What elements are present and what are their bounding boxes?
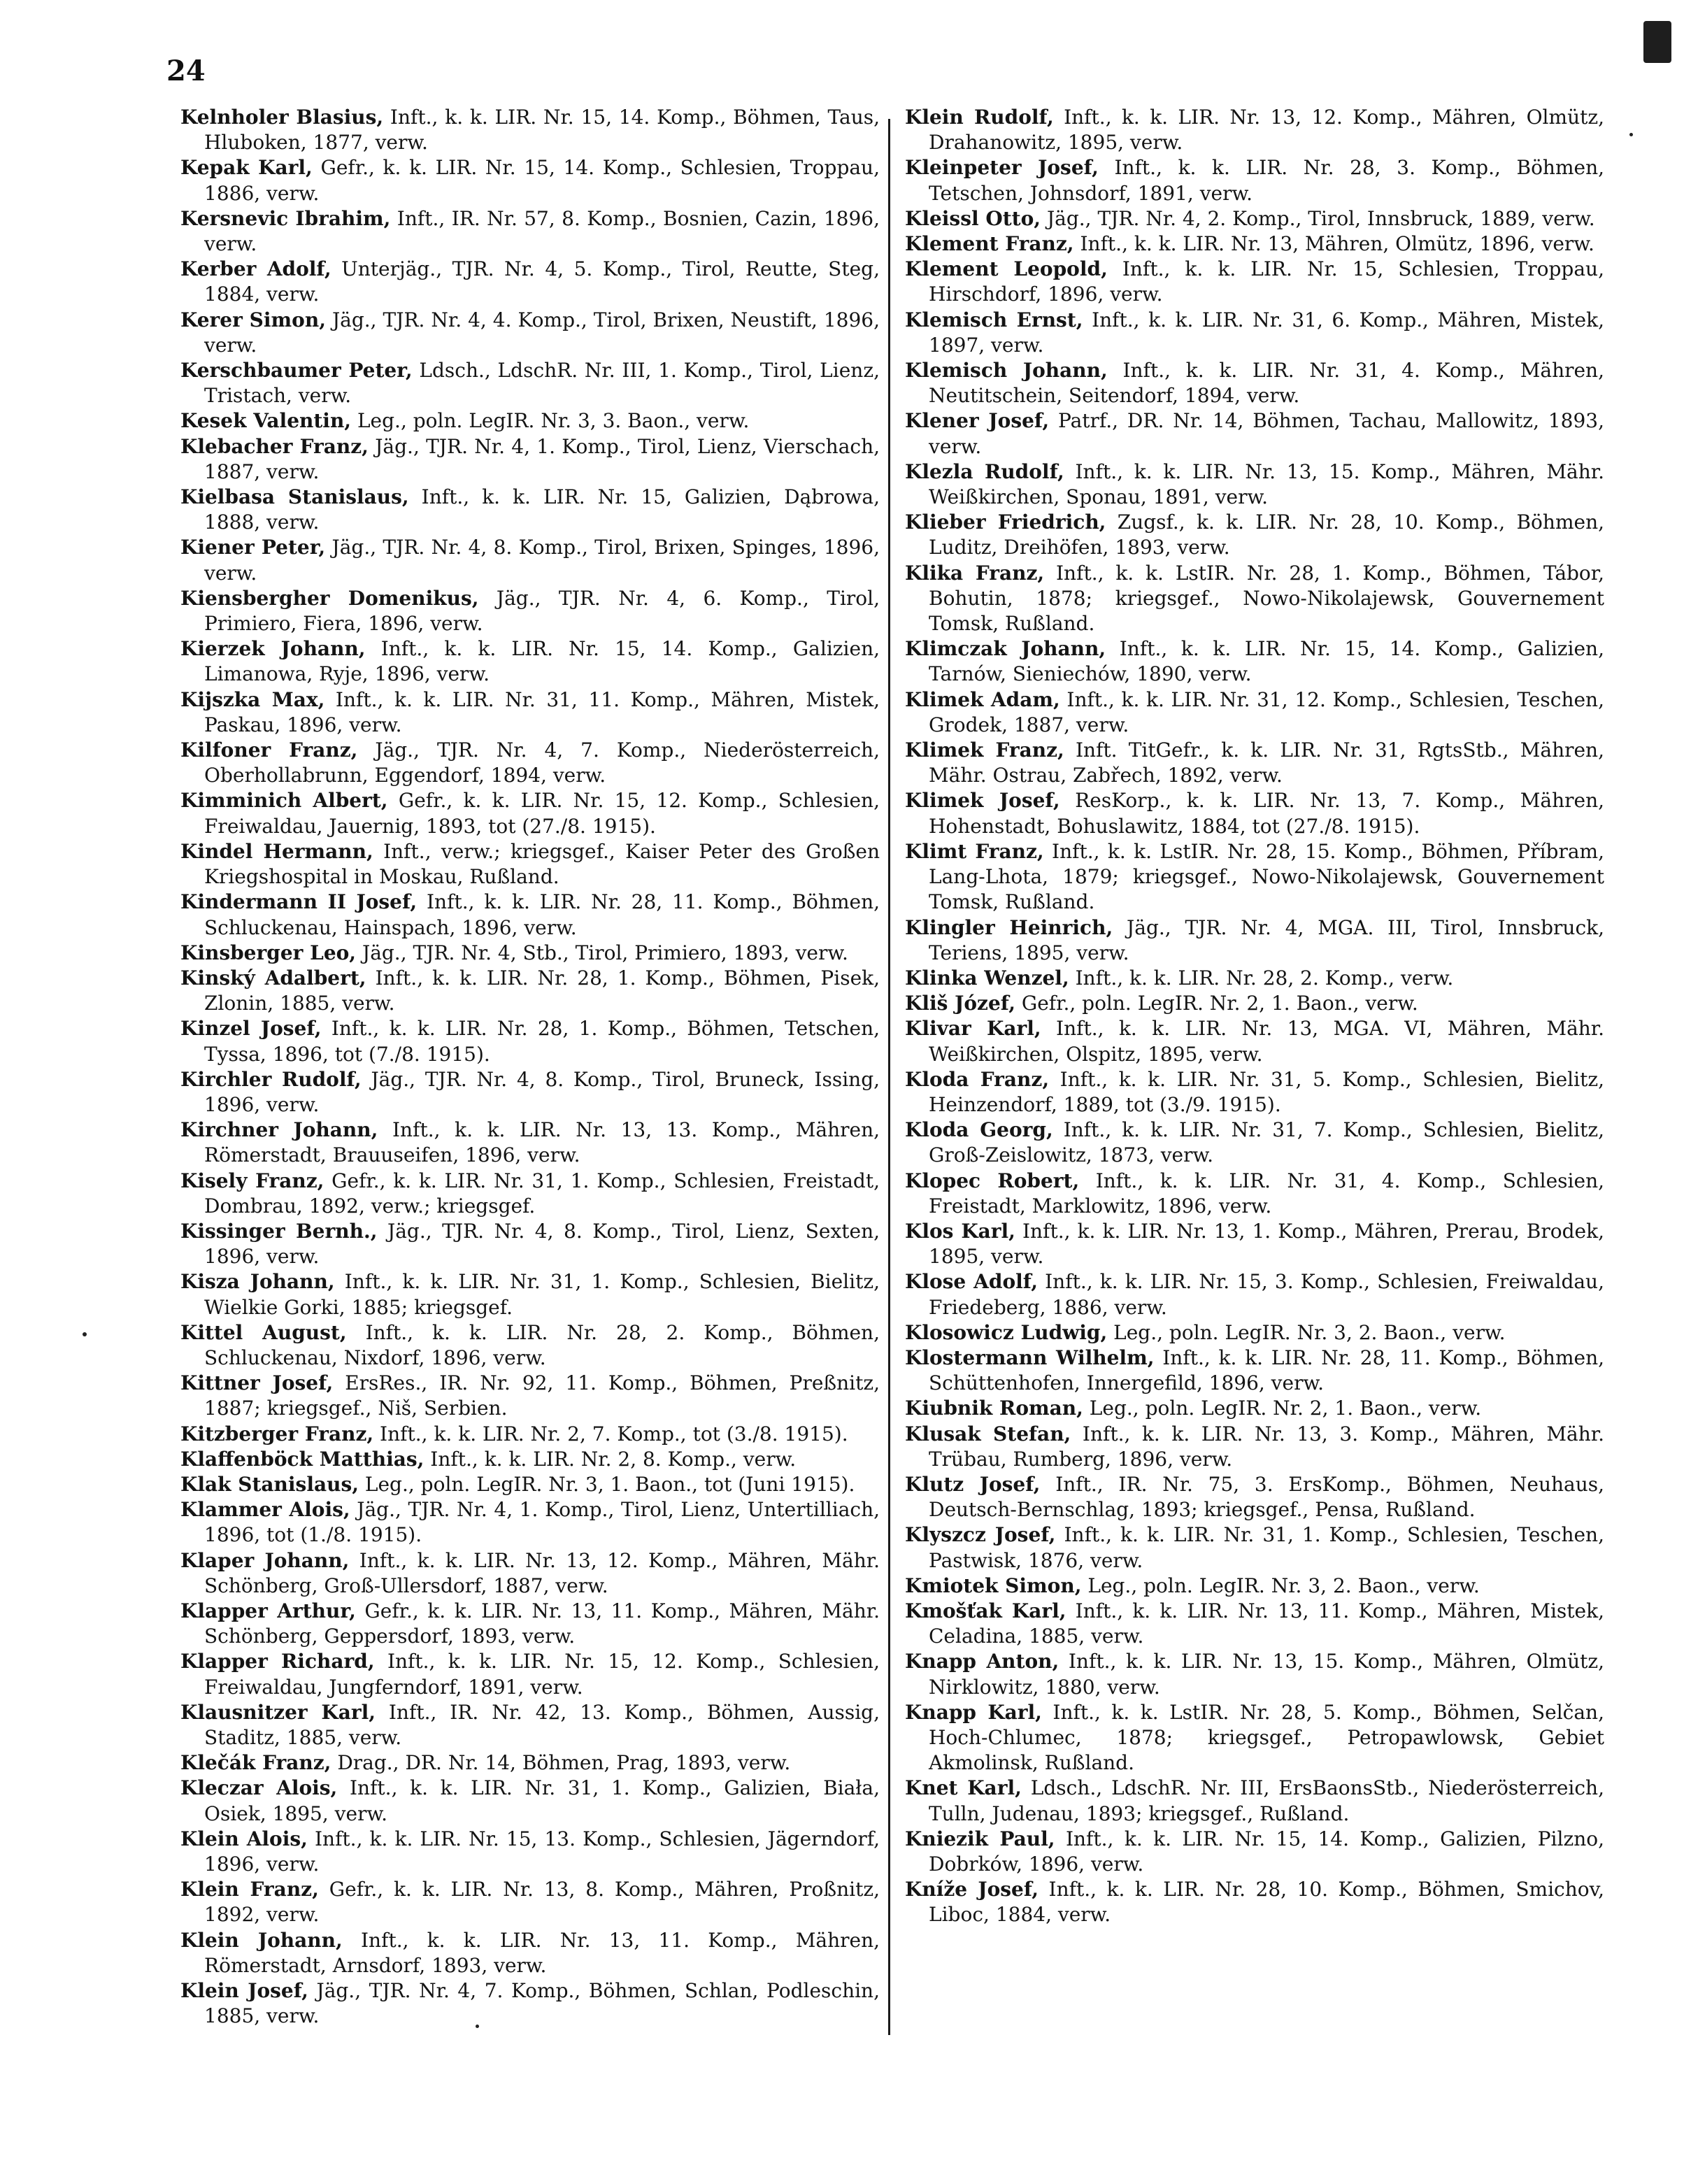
register-entry: [905, 1396, 1604, 1421]
entry-name: Kielbasa Stanislaus,: [180, 485, 409, 509]
register-entry: [180, 738, 880, 788]
entry-name: Klivar Karl,: [905, 1017, 1041, 1041]
entry-details: Gefr., k. k. LIR. Nr. 15, 12. Komp., Schlesien, Freiwaldau, Jauernig, 1893, tot (27./8. 1915).: [204, 789, 880, 838]
entry-name: Klopec Robert,: [905, 1169, 1080, 1192]
entry-name: Kmiotek Simon,: [905, 1573, 1082, 1597]
entry-details: ErsRes., IR. Nr. 92, 11. Komp., Böhmen, Preßnitz, 1887; kriegsgef., Niš, Serbien.: [204, 1371, 880, 1420]
entry-name: Kepak Karl,: [180, 156, 313, 180]
register-entry: [180, 1497, 880, 1548]
entry-details: Drag., DR. Nr. 14, Böhmen, Prag, 1893, verw.: [337, 1751, 791, 1775]
entry-name: Kisza Johann,: [180, 1270, 335, 1294]
register-entry: [905, 105, 1604, 155]
register-entry: [905, 358, 1604, 408]
entry-name: Kiubnik Roman,: [905, 1397, 1083, 1420]
entry-name: Klein Rudolf,: [905, 106, 1054, 129]
entry-name: Kittel August,: [180, 1320, 347, 1344]
entry-details: Inft., k. k. LIR. Nr. 28, 2. Komp., verw.: [1075, 966, 1454, 990]
register-entry: [180, 1422, 880, 1447]
entry-name: Klinka Wenzel,: [905, 966, 1069, 990]
register-entry: [180, 1067, 880, 1118]
entry-name: Klimek Adam,: [905, 687, 1060, 711]
entry-details: Inft., k. k. LIR. Nr. 31, 5. Komp., Schlesien, Bielitz, Heinzendorf, 1889, tot (3./9. 1915).: [929, 1067, 1605, 1116]
register-entry: [180, 1371, 880, 1421]
register-entry: [905, 1776, 1604, 1826]
entry-name: Kníže Josef,: [905, 1878, 1039, 1901]
entry-name: Kisely Franz,: [180, 1169, 324, 1192]
entry-name: Kilfoner Franz,: [180, 738, 358, 762]
register-entry: [180, 636, 880, 687]
entry-name: Kirchler Rudolf,: [180, 1067, 362, 1091]
entry-name: Kindel Hermann,: [180, 839, 373, 863]
entry-details: Gefr., k. k. LIR. Nr. 13, 8. Komp., Mähren, Proßnitz, 1892, verw.: [204, 1878, 880, 1927]
entry-name: Kloda Georg,: [905, 1118, 1053, 1142]
entry-name: Klimek Franz,: [905, 738, 1064, 762]
register-entry: [905, 1016, 1604, 1066]
entry-details: Inft., k. k. LIR. Nr. 28, 11. Komp., Böhmen, Schluckenau, Hainspach, 1896, verw.: [204, 890, 880, 939]
entry-details: Inft., k. k. LIR. Nr. 28, 3. Komp., Böhmen, Tetschen, Johnsdorf, 1891, verw.: [929, 156, 1605, 205]
entry-name: Klimek Josef,: [905, 789, 1060, 813]
entry-details: Inft., k. k. LIR. Nr. 15, 14. Komp., Galizien, Limanowa, Ryje, 1896, verw.: [204, 637, 880, 686]
entry-details: ResKorp., k. k. LIR. Nr. 13, 7. Komp., Mähren, Hohenstadt, Bohuslawitz, 1884, tot (27./8. 1915).: [929, 789, 1605, 838]
register-entry: [905, 1118, 1604, 1168]
register-entry: [905, 1573, 1604, 1599]
entry-details: Inft., k. k. LIR. Nr. 15, 14. Komp., Galizien, Pilzno, Dobrków, 1896, verw.: [929, 1827, 1604, 1876]
entry-details: Inft., k. k. LIR. Nr. 31, 12. Komp., Schlesien, Teschen, Grodek, 1887, verw.: [929, 687, 1604, 736]
entry-details: Leg., poln. LegIR. Nr. 3, 1. Baon., tot (Juni 1915).: [364, 1472, 855, 1496]
entry-details: Inft., k. k. LIR. Nr. 13, 15. Komp., Mähren, Olmütz, Nirklowitz, 1880, verw.: [929, 1650, 1605, 1699]
register-entry: [905, 1422, 1604, 1472]
entry-name: Klapper Richard,: [180, 1650, 375, 1673]
register-entry: [905, 1067, 1604, 1118]
entry-details: Inft., k. k. LIR. Nr. 28, 11. Komp., Böhmen, Schüttenhofen, Innergefild, 1896, verw.: [929, 1346, 1605, 1395]
entry-details: Leg., poln. LegIR. Nr. 3, 2. Baon., verw.: [1087, 1573, 1480, 1597]
entry-details: Ldsch., LdschR. Nr. III, ErsBaonsStb., Niederösterreich, Tulln, Judenau, 1893; kriegsgef., Rußland.: [929, 1776, 1604, 1825]
entry-details: Jäg., TJR. Nr. 4, 4. Komp., Tirol, Brixen, Neustift, 1896, verw.: [204, 308, 880, 357]
entry-name: Kiener Peter,: [180, 536, 326, 559]
register-entry: [180, 257, 880, 307]
entry-name: Kleinpeter Josef,: [905, 156, 1099, 180]
entry-name: Klostermann Wilhelm,: [905, 1346, 1155, 1369]
entry-name: Kimminich Albert,: [180, 789, 388, 813]
entry-name: Klammer Alois,: [180, 1498, 350, 1522]
entry-name: Klein Franz,: [180, 1878, 319, 1901]
entry-name: Knet Karl,: [905, 1776, 1022, 1800]
register-entry: [905, 1346, 1604, 1396]
entry-details: Inft., k. k. LIR. Nr. 2, 8. Komp., verw.: [430, 1447, 797, 1471]
entry-details: Inft., k. k. LIR. Nr. 31, 6. Komp., Mähren, Mistek, 1897, verw.: [929, 308, 1604, 357]
entry-name: Klein Johann,: [180, 1928, 343, 1952]
entry-name: Kmošťak Karl,: [905, 1599, 1066, 1622]
register-entry: [180, 890, 880, 940]
entry-details: Inft., k. k. LIR. Nr. 28, 1. Komp., Böhmen, Tetschen, Tyssa, 1896, tot (7./8. 1915).: [204, 1017, 880, 1066]
entry-name: Klika Franz,: [905, 561, 1045, 585]
entry-name: Kittner Josef,: [180, 1371, 334, 1395]
entry-name: Klaffenböck Matthias,: [180, 1447, 424, 1471]
register-entry: [905, 206, 1604, 231]
entry-details: Inft., k. k. LstIR. Nr. 28, 5. Komp., Böhmen, Selčan, Hoch-Chlumec, 1878; kriegsgef., Petropawlowsk, Gebiet Akmolinsk, Rußland.: [929, 1700, 1604, 1775]
entry-name: Knapp Karl,: [905, 1700, 1042, 1724]
entry-name: Klos Karl,: [905, 1219, 1015, 1243]
entry-details: Inft., k. k. LIR. Nr. 15, Galizien, Dąbrowa, 1888, verw.: [204, 485, 880, 534]
entry-name: Kitzberger Franz,: [180, 1422, 374, 1446]
entry-details: Inft., k. k. LIR. Nr. 13, 12. Komp., Mähren, Mähr. Schönberg, Groß-Ullersdorf, 1887, verw.: [204, 1548, 880, 1597]
entry-name: Klimt Franz,: [905, 839, 1044, 863]
entry-name: Klutz Josef,: [905, 1472, 1041, 1496]
entry-name: Kinzel Josef,: [180, 1017, 322, 1041]
register-entry: [180, 941, 880, 966]
entry-name: Kijszka Max,: [180, 687, 325, 711]
register-entry: [905, 966, 1604, 991]
entry-details: Unterjäg., TJR. Nr. 4, 5. Komp., Tirol, Reutte, Steg, 1884, verw.: [204, 257, 880, 306]
register-entry: [905, 687, 1604, 738]
entry-name: Klener Josef,: [905, 409, 1050, 433]
entry-details: Jäg., TJR. Nr. 4, 8. Komp., Tirol, Brixen, Spinges, 1896, verw.: [204, 536, 880, 585]
register-entry: [905, 510, 1604, 560]
register-entry: [180, 966, 880, 1016]
register-entry: [180, 408, 880, 434]
register-entry: [180, 1827, 880, 1877]
register-entry: [180, 1269, 880, 1320]
entry-name: Klieber Friedrich,: [905, 511, 1106, 534]
register-entry: [180, 1877, 880, 1927]
entry-name: Klimczak Johann,: [905, 637, 1106, 661]
entry-details: Leg., poln. LegIR. Nr. 3, 3. Baon., verw.: [357, 409, 750, 433]
register-entry: [905, 155, 1604, 206]
entry-name: Kloda Franz,: [905, 1067, 1050, 1091]
entry-details: Inft., k. k. LIR. Nr. 13, 15. Komp., Mähren, Mähr. Weißkirchen, Sponau, 1891, verw.: [929, 459, 1604, 509]
entry-details: Inft., k. k. LIR. Nr. 31, 4. Komp., Mähren, Neutitschein, Seitendorf, 1894, verw.: [929, 359, 1604, 408]
entry-details: Inft., k. k. LIR. Nr. 2, 7. Komp., tot (3./8. 1915).: [380, 1422, 848, 1446]
entry-name: Kersnevic Ibrahim,: [180, 206, 391, 230]
register-entry: [180, 1978, 880, 2029]
register-entry: [180, 155, 880, 206]
entry-name: Klosowicz Ludwig,: [905, 1320, 1108, 1344]
entry-name: Kerschbaumer Peter,: [180, 359, 413, 383]
register-entry: [905, 1320, 1604, 1346]
entry-name: Kesek Valentin,: [180, 409, 352, 433]
entry-details: Inft., k. k. LIR. Nr. 31, 1. Komp., Schlesien, Bielitz, Wielkie Gorki, 1885; kriegsgef.: [204, 1270, 880, 1319]
entry-name: Kinský Adalbert,: [180, 966, 366, 990]
register-entry: [180, 1472, 880, 1497]
entry-name: Kirchner Johann,: [180, 1118, 378, 1142]
print-speck: [476, 2025, 479, 2028]
entry-name: Kissinger Bernh.,: [180, 1219, 378, 1243]
entry-name: Klement Franz,: [905, 232, 1074, 256]
entry-details: Jäg., TJR. Nr. 4, MGA. III, Tirol, Innsbruck, Teriens, 1895, verw.: [929, 915, 1604, 964]
print-speck: [1643, 21, 1671, 63]
register-entry: [905, 1827, 1604, 1877]
entry-details: Inft., k. k. LIR. Nr. 31, 1. Komp., Galizien, Biała, Osiek, 1895, verw.: [204, 1776, 880, 1825]
register-entry: [905, 1700, 1604, 1776]
entry-details: Inft., verw.; kriegsgef., Kaiser Peter des Großen Kriegshospital in Moskau, Rußland.: [204, 839, 880, 889]
entry-details: Inft., k. k. LIR. Nr. 15, Schlesien, Troppau, Hirschdorf, 1896, verw.: [929, 257, 1604, 306]
register-entry: [905, 991, 1604, 1016]
entry-details: Jäg., TJR. Nr. 4, 1. Komp., Tirol, Lienz, Untertilliach, 1896, tot (1./8. 1915).: [204, 1498, 880, 1547]
register-entry: [180, 1548, 880, 1599]
entry-name: Klement Leopold,: [905, 257, 1108, 281]
entry-details: Jäg., TJR. Nr. 4, 7. Komp., Niederösterreich, Oberhollabrunn, Eggendorf, 1894, verw.: [204, 738, 880, 787]
entry-details: Leg., poln. LegIR. Nr. 3, 2. Baon., verw.: [1113, 1320, 1506, 1344]
register-entry: [180, 308, 880, 358]
entry-details: Jäg., TJR. Nr. 4, 2. Komp., Tirol, Innsbruck, 1889, verw.: [1046, 206, 1595, 230]
register-entry: [180, 1169, 880, 1219]
entry-name: Klein Alois,: [180, 1827, 308, 1850]
register-entry: [180, 1447, 880, 1472]
register-entry: [180, 535, 880, 585]
entry-details: Gefr., k. k. LIR. Nr. 31, 1. Komp., Schlesien, Freistadt, Dombrau, 1892, verw.; kriegsgef.: [204, 1169, 880, 1218]
register-entry: [180, 1118, 880, 1168]
register-entry: [905, 1877, 1604, 1927]
register-entry: [180, 1776, 880, 1826]
entry-name: Kinsberger Leo,: [180, 941, 357, 964]
register-entry: [180, 1928, 880, 1978]
entry-name: Klezla Rudolf,: [905, 459, 1064, 483]
register-entry: [905, 1269, 1604, 1320]
register-entry: [905, 308, 1604, 358]
register-entry: [180, 1649, 880, 1699]
entry-name: Klose Adolf,: [905, 1270, 1038, 1294]
entry-details: Jäg., TJR. Nr. 4, 1. Komp., Tirol, Lienz, Vierschach, 1887, verw.: [204, 434, 880, 483]
register-entry: [905, 231, 1604, 257]
register-entry: [180, 434, 880, 485]
entry-details: Inft., k. k. LIR. Nr. 13, 13. Komp., Mähren, Römerstadt, Brauuseifen, 1896, verw.: [204, 1118, 880, 1167]
entry-name: Kniezik Paul,: [905, 1827, 1055, 1850]
entry-details: Patrf., DR. Nr. 14, Böhmen, Tachau, Mallowitz, 1893, verw.: [929, 409, 1604, 458]
entry-details: Inft., k. k. LIR. Nr. 31, 7. Komp., Schlesien, Bielitz, Groß-Zeislowitz, 1873, verw.: [929, 1118, 1604, 1167]
entry-details: Gefr., k. k. LIR. Nr. 15, 14. Komp., Schlesien, Troppau, 1886, verw.: [204, 156, 880, 205]
entry-name: Kerber Adolf,: [180, 257, 331, 281]
entry-details: Inft., k. k. LIR. Nr. 13, 11. Komp., Mähren, Mistek, Celadina, 1885, verw.: [929, 1599, 1604, 1648]
entry-details: Inft., k. k. LstIR. Nr. 28, 1. Komp., Böhmen, Tábor, Bohutin, 1878; kriegsgef., Nowo-Nikolajewsk, Gouvernement Tomsk, Rußland.: [929, 561, 1604, 636]
register-entry: [905, 636, 1604, 687]
register-entry: [180, 1750, 880, 1776]
print-speck: [1629, 133, 1633, 136]
entry-name: Klingler Heinrich,: [905, 915, 1113, 939]
entry-name: Kliš Józef,: [905, 992, 1015, 1015]
register-entry: [905, 1169, 1604, 1219]
entry-name: Klyszcz Josef,: [905, 1523, 1056, 1547]
entry-name: Klein Josef,: [180, 1979, 308, 2003]
entry-details: Inft., IR. Nr. 57, 8. Komp., Bosnien, Cazin, 1896, verw.: [204, 206, 880, 256]
entry-details: Inft., k. k. LIR. Nr. 15, 14. Komp., Galizien, Tarnów, Sieniechów, 1890, verw.: [929, 637, 1604, 686]
entry-details: Jäg., TJR. Nr. 4, Stb., Tirol, Primiero, 1893, verw.: [362, 941, 848, 964]
left-column: [180, 105, 880, 2029]
register-entry: [905, 1522, 1604, 1573]
entry-details: Inft., k. k. LIR. Nr. 31, 11. Komp., Mähren, Mistek, Paskau, 1896, verw.: [204, 687, 880, 736]
entry-details: Inft., k. k. LIR. Nr. 13, Mähren, Olmütz, 1896, verw.: [1080, 232, 1594, 256]
entry-details: Zugsf., k. k. LIR. Nr. 28, 10. Komp., Böhmen, Luditz, Dreihöfen, 1893, verw.: [929, 511, 1605, 559]
entry-details: Jäg., TJR. Nr. 4, 8. Komp., Tirol, Bruneck, Issing, 1896, verw.: [204, 1067, 880, 1116]
register-entry: [905, 915, 1604, 966]
entry-details: Inft., k. k. LIR. Nr. 13, 3. Komp., Mähren, Mähr. Trübau, Rumberg, 1896, verw.: [929, 1422, 1604, 1471]
entry-name: Klausnitzer Karl,: [180, 1700, 376, 1724]
register-entry: [905, 1649, 1604, 1699]
register-entry: [180, 358, 880, 408]
entry-name: Kindermann II Josef,: [180, 890, 418, 914]
register-entry: [180, 105, 880, 155]
register-entry: [905, 839, 1604, 915]
entry-name: Kerer Simon,: [180, 308, 326, 331]
entry-name: Klapper Arthur,: [180, 1599, 356, 1622]
entry-details: Inft., k. k. LstIR. Nr. 28, 15. Komp., Böhmen, Příbram, Lang-Lhota, 1879; kriegsgef., Nowo-Nikolajewsk, Gouvernement Tomsk, Rußland.: [929, 839, 1604, 914]
register-entry: [180, 1700, 880, 1750]
entry-details: Inft., k. k. LIR. Nr. 31, 1. Komp., Schlesien, Teschen, Pastwisk, 1876, verw.: [929, 1523, 1604, 1572]
entry-name: Kelnholer Blasius,: [180, 106, 384, 129]
register-entry: [905, 257, 1604, 307]
entry-details: Leg., poln. LegIR. Nr. 2, 1. Baon., verw.: [1089, 1397, 1482, 1420]
entry-name: Klečák Franz,: [180, 1751, 331, 1775]
register-entry: [180, 687, 880, 738]
register-entry: [180, 206, 880, 257]
entry-details: Inft. TitGefr., k. k. LIR. Nr. 31, RgtsStb., Mähren, Mähr. Ostrau, Zabřech, 1892, verw.: [929, 738, 1604, 787]
entry-details: Gefr., poln. LegIR. Nr. 2, 1. Baon., verw.: [1021, 992, 1418, 1015]
entry-name: Klemisch Ernst,: [905, 308, 1083, 331]
entry-details: Inft., k. k. LIR. Nr. 13, 11. Komp., Mähren, Römerstadt, Arnsdorf, 1893, verw.: [204, 1928, 880, 1977]
entry-name: Klusak Stefan,: [905, 1422, 1071, 1446]
register-entry: [180, 485, 880, 535]
entry-details: Inft., k. k. LIR. Nr. 31, 4. Komp., Schlesien, Freistadt, Marklowitz, 1896, verw.: [929, 1169, 1605, 1218]
register-entry: [905, 1219, 1604, 1269]
column-divider: [888, 119, 890, 2035]
page-number: 24: [166, 55, 206, 87]
right-column: [905, 105, 1604, 1928]
entry-name: Klemisch Johann,: [905, 359, 1108, 383]
register-entry: [180, 586, 880, 636]
print-speck: [83, 1332, 87, 1336]
entry-details: Inft., k. k. LIR. Nr. 15, 3. Komp., Schlesien, Freiwaldau, Friedeberg, 1886, verw.: [929, 1270, 1604, 1319]
register-entry: [905, 1472, 1604, 1522]
register-entry: [905, 459, 1604, 510]
register-entry: [180, 1219, 880, 1269]
entry-name: Kierzek Johann,: [180, 637, 366, 661]
register-entry: [905, 561, 1604, 637]
entry-details: Gefr., k. k. LIR. Nr. 13, 11. Komp., Mähren, Mähr. Schönberg, Geppersdorf, 1893, verw.: [204, 1599, 880, 1648]
entry-details: Inft., IR. Nr. 42, 13. Komp., Böhmen, Aussig, Staditz, 1885, verw.: [204, 1700, 880, 1749]
entry-details: Jäg., TJR. Nr. 4, 8. Komp., Tirol, Lienz, Sexten, 1896, verw.: [204, 1219, 880, 1269]
entry-details: Inft., k. k. LIR. Nr. 28, 2. Komp., Böhmen, Schluckenau, Nixdorf, 1896, verw.: [204, 1320, 880, 1369]
entry-name: Kleissl Otto,: [905, 206, 1041, 230]
entry-name: Kleczar Alois,: [180, 1776, 338, 1800]
entry-name: Klebacher Franz,: [180, 434, 369, 458]
register-entry: [180, 788, 880, 838]
register-entry: [905, 1599, 1604, 1649]
entry-details: Inft., k. k. LIR. Nr. 28, 10. Komp., Böhmen, Smichov, Liboc, 1884, verw.: [929, 1878, 1604, 1927]
entry-details: Inft., k. k. LIR. Nr. 15, 13. Komp., Schlesien, Jägerndorf, 1896, verw.: [204, 1827, 880, 1876]
entry-name: Klak Stanislaus,: [180, 1472, 359, 1496]
register-entry: [905, 408, 1604, 459]
entry-details: Inft., k. k. LIR. Nr. 13, 12. Komp., Mähren, Olmütz, Drahanowitz, 1895, verw.: [929, 106, 1605, 155]
register-entry: [905, 788, 1604, 838]
register-entry: [180, 839, 880, 890]
entry-details: Inft., k. k. LIR. Nr. 15, 12. Komp., Schlesien, Freiwaldau, Jungferndorf, 1891, verw.: [204, 1650, 880, 1699]
entry-details: Inft., k. k. LIR. Nr. 13, MGA. VI, Mähren, Mähr. Weißkirchen, Olspitz, 1895, verw.: [929, 1017, 1604, 1066]
entry-name: Knapp Anton,: [905, 1650, 1059, 1673]
entry-details: Inft., IR. Nr. 75, 3. ErsKomp., Böhmen, Neuhaus, Deutsch-Bernschlag, 1893; kriegsgef., Pensa, Rußland.: [929, 1472, 1605, 1522]
register-entry: [180, 1320, 880, 1371]
register-entry: [905, 738, 1604, 788]
entry-details: Jäg., TJR. Nr. 4, 7. Komp., Böhmen, Schlan, Podleschin, 1885, verw.: [204, 1979, 880, 2028]
entry-name: Kiensbergher Domenikus,: [180, 586, 479, 610]
entry-details: Inft., k. k. LIR. Nr. 13, 1. Komp., Mähren, Prerau, Brodek, 1895, verw.: [929, 1219, 1604, 1269]
entry-details: Ldsch., LdschR. Nr. III, 1. Komp., Tirol, Lienz, Tristach, verw.: [204, 359, 880, 408]
entry-details: Inft., k. k. LIR. Nr. 28, 1. Komp., Böhmen, Pisek, Zlonin, 1885, verw.: [204, 966, 880, 1015]
entry-details: Inft., k. k. LIR. Nr. 15, 14. Komp., Böhmen, Taus, Hluboken, 1877, verw.: [204, 106, 880, 155]
entry-details: Jäg., TJR. Nr. 4, 6. Komp., Tirol, Primiero, Fiera, 1896, verw.: [204, 586, 880, 636]
register-entry: [180, 1599, 880, 1649]
entry-name: Klaper Johann,: [180, 1548, 350, 1572]
register-entry: [180, 1016, 880, 1066]
